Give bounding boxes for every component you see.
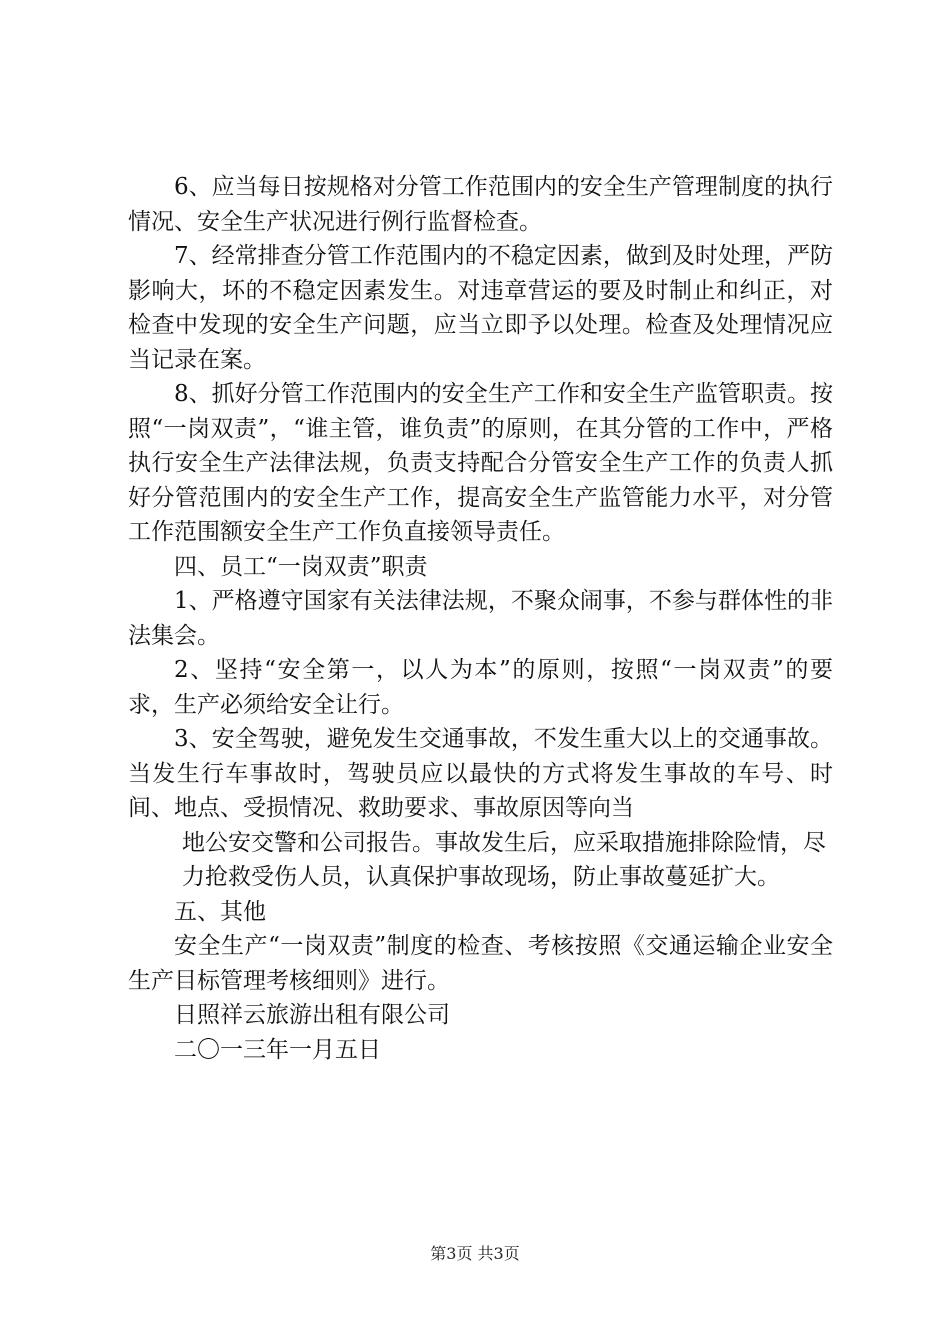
- clause-7: 7、经常排查分管工作范围内的不稳定因素，做到及时处理，严防影响大，坏的不稳定因素发生。对违章营运的要及时制止和纠正，对检查中发现的安全生产问题，应当立即予以处理。检查及处理情况应当记录在案。: [128, 243, 833, 373]
- employee-clause-3-continued: 地公安交警和公司报告。事故发生后，应采取措施排除险情，尽力抢救受伤人员，认真保护事故现场，防止事故蔓延扩大。: [182, 829, 826, 890]
- other-clause: 安全生产“一岗双责”制度的检查、考核按照《交通运输企业安全生产目标管理考核细则》进行。: [128, 933, 833, 994]
- section-heading-4: 四、员工“一岗双责”职责: [174, 553, 428, 580]
- section-heading-5: 五、其他: [174, 898, 266, 925]
- document-date: 二〇一三年一月五日: [174, 1036, 381, 1063]
- document-body: [128, 170, 833, 1067]
- page-number: 第3页 共3页: [430, 1244, 520, 1263]
- company-signature: 日照祥云旅游出租有限公司: [174, 1002, 450, 1028]
- employee-clause-2: 2、坚持“安全第一，以人为本”的原则，按照“一岗双责”的要求，生产必须给安全让行。: [128, 657, 833, 718]
- employee-clause-1: 1、严格遵守国家有关法律法规，不聚众闹事，不参与群体性的非法集会。: [128, 588, 833, 649]
- clause-8: 8、抓好分管工作范围内的安全生产工作和安全生产监管职责。按照“一岗双责”，“谁主管，谁负责”的原则，在其分管的工作中，严格执行安全生产法律法规，负责支持配合分管安全生产工作的负责人抓好分管范围内的安全生产工作，提高安全生产监管能力水平，对分管工作范围额安全生产工作负直接领导责任。: [128, 381, 833, 545]
- clause-6: 6、应当每日按规格对分管工作范围内的安全生产管理制度的执行情况、安全生产状况进行例行监督检查。: [128, 174, 833, 235]
- employee-clause-3: 3、安全驾驶，避免发生交通事故，不发生重大以上的交通事故。当发生行车事故时，驾驶员应以最快的方式将发生事故的车号、时间、地点、受损情况、救助要求、事故原因等向当: [128, 726, 833, 821]
